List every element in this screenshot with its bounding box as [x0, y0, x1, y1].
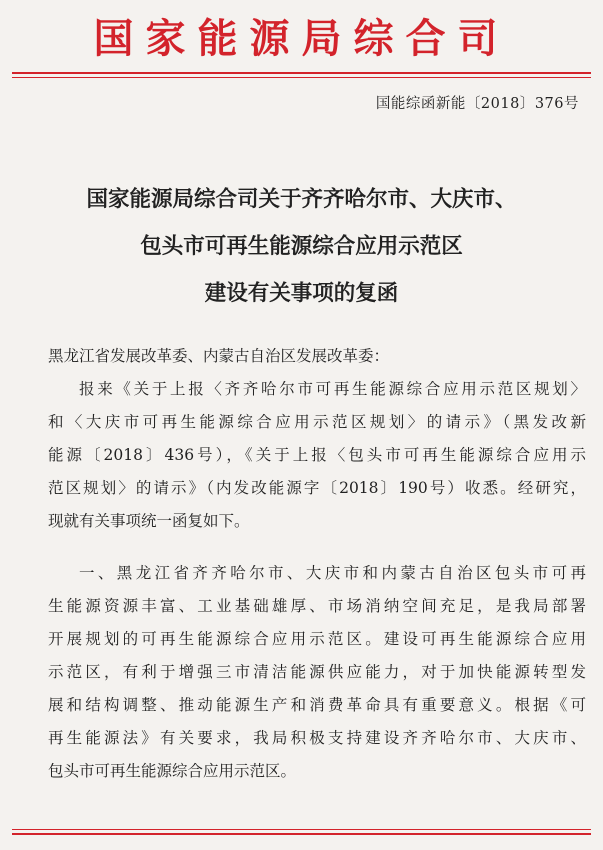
title-line-2: 包头市可再生能源综合应用示范区	[140, 234, 463, 259]
agency-header: 国家能源局综合司	[93, 15, 510, 62]
document-number: 国能综函新能〔2018〕376号	[375, 96, 579, 112]
paragraph-1	[48, 373, 586, 538]
header-red-rule	[12, 72, 591, 74]
paragraph-line: 生能源资源丰富、工业基础雄厚、市场消纳空间充足，是我局部署	[48, 597, 586, 615]
paragraph-line: 能源〔2018〕436号），《关于上报〈包头市可再生能源综合应用示	[48, 446, 586, 464]
paragraph-line: 再生能源法》有关要求，我局积极支持建设齐齐哈尔市、大庆市、	[48, 729, 586, 747]
paragraph-line: 包头市可再生能源综合应用示范区。	[48, 762, 297, 780]
header-red-rule-thin	[12, 77, 591, 78]
recipient-line: 黑龙江省发展改革委、内蒙古自治区发展改革委：	[48, 347, 390, 365]
footer-red-rule-thin	[12, 829, 591, 830]
paragraph-2	[48, 557, 586, 788]
paragraph-line: 报来《关于上报〈齐齐哈尔市可再生能源综合应用示范区规划〉	[79, 380, 586, 398]
title-line-3: 建设有关事项的复函	[204, 281, 399, 306]
document-title	[20, 176, 583, 317]
paragraph-line: 和〈大庆市可再生能源综合应用示范区规划〉的请示》（黑发改新	[48, 413, 586, 431]
paragraph-line: 展和结构调整、推动能源生产和消费革命具有重要意义。根据《可	[48, 696, 586, 714]
footer-red-rule	[12, 833, 591, 835]
paragraph-line: 一、黑龙江省齐齐哈尔市、大庆市和内蒙古自治区包头市可再	[79, 564, 586, 582]
paragraph-line: 范区规划〉的请示》（内发改能源字〔2018〕190号）收悉。经研究，	[48, 479, 586, 497]
paragraph-line: 开展规划的可再生能源综合应用示范区。建设可再生能源综合应用	[48, 630, 586, 648]
title-line-1: 国家能源局综合司关于齐齐哈尔市、大庆市、	[86, 187, 517, 212]
paragraph-line: 示范区，有利于增强三市清洁能源供应能力，对于加快能源转型发	[48, 663, 586, 681]
paragraph-line: 现就有关事项统一函复如下。	[48, 512, 250, 530]
